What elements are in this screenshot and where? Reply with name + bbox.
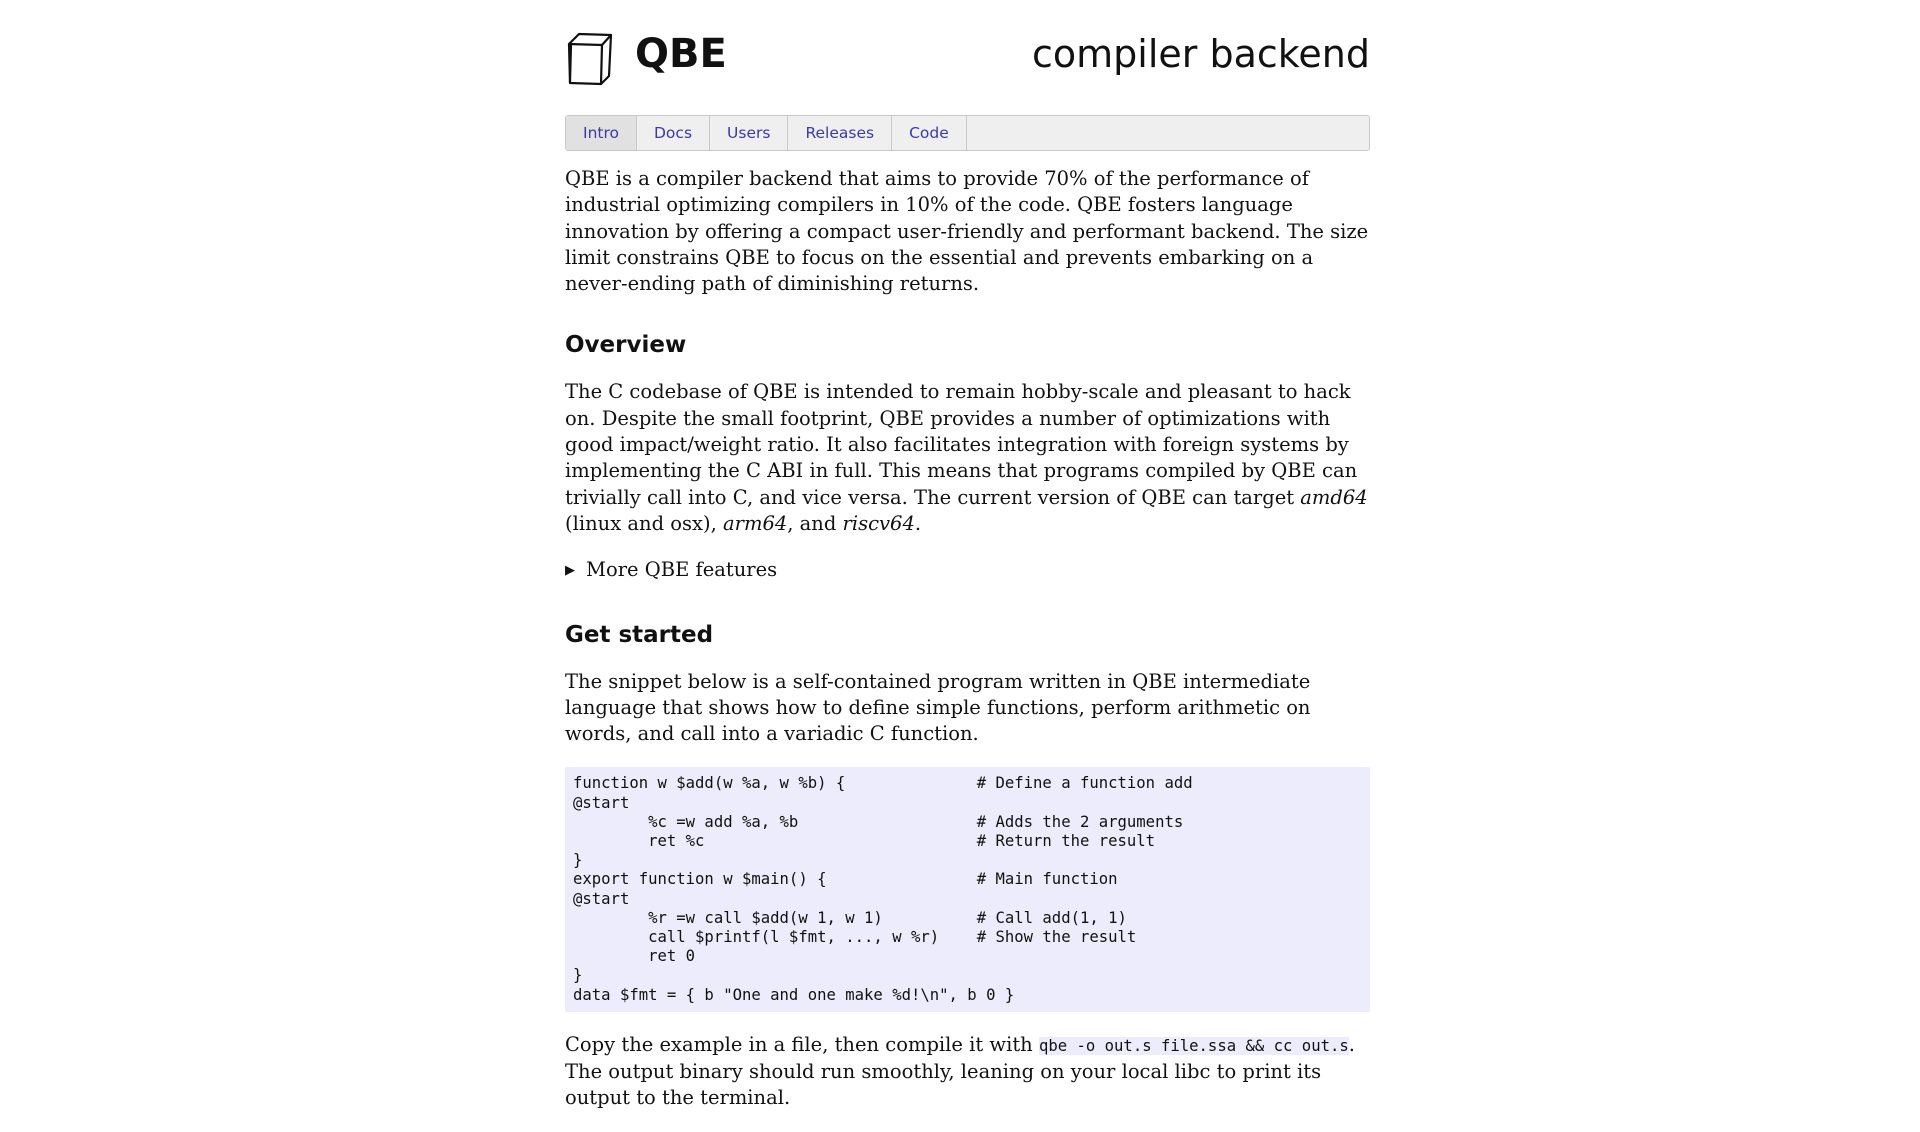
tab-intro[interactable]: Intro <box>566 116 637 150</box>
target-amd64: amd64 <box>1300 485 1368 509</box>
code-snippet: function w $add(w %a, w %b) { # Define a function add @start %c =w add %a, %b # Adds the 2 arguments ret %c # Return the result } export function w $main() { # Main function @start %r =w call $add(w 1, w 1) # Call add(1, 1) call $printf(l $fmt, ..., w %r) # Show the result ret 0 } data $fmt = { b "One and one make %d!\n", b 0 } <box>565 767 1370 1011</box>
overview-text-end: . <box>914 511 922 535</box>
intro-paragraph: QBE is a compiler backend that aims to provide 70% of the performance of industrial optimizing compilers in 10% of the code. QBE fosters language innovation by offering a compact user-friendly and performant backend. The size limit constrains QBE to focus on the essential and prevents embarking on a never-ending path of diminishing returns. <box>565 167 1369 296</box>
tab-code[interactable]: Code <box>892 116 967 150</box>
site-title: QBE <box>635 31 727 77</box>
cube-icon <box>565 30 617 86</box>
get-started-heading: Get started <box>565 621 714 648</box>
more-features-toggle[interactable]: ▶ More QBE features <box>565 557 1370 586</box>
overview-text-2: (linux and osx), <box>565 511 724 535</box>
tab-docs[interactable]: Docs <box>637 116 710 150</box>
overview-paragraph <box>565 379 1370 537</box>
nav-tabs <box>565 115 1370 151</box>
compile-text-end: . The output binary should run smoothly, leaning on your local libc to print its output to the terminal. <box>565 1032 1355 1110</box>
target-arm64: arm64 <box>723 511 788 535</box>
compile-command: qbe -o out.s file.ssa && cc out.s <box>1038 1036 1349 1055</box>
compile-paragraph <box>565 1032 1370 1112</box>
get-started-paragraph: The snippet below is a self-contained program written in QBE intermediate language that shows how to define simple functions, perform arithmetic on words, and call into a variadic C function. <box>565 669 1311 746</box>
main-content <box>565 166 1370 1132</box>
overview-text-3: , and <box>787 511 843 535</box>
target-riscv64: riscv64 <box>842 511 915 535</box>
compile-text: Copy the example in a file, then compile it with <box>565 1032 1039 1056</box>
tab-releases[interactable]: Releases <box>788 116 892 150</box>
tab-users[interactable]: Users <box>710 116 788 150</box>
page <box>565 0 1370 1110</box>
site-tagline: compiler backend <box>1031 32 1370 76</box>
overview-heading: Overview <box>565 332 687 359</box>
more-features-details[interactable] <box>565 557 1370 586</box>
overview-text: The C codebase of QBE is intended to remain hobby-scale and pleasant to hack on. Despite the small footprint, QBE provides a number of optimizations with good impact/weight ratio. It also facilitates integration with foreign systems by implementing the C ABI in full. This means that programs compiled by QBE can trivially call into C, and vice versa. The current version of QBE can target <box>565 380 1358 509</box>
site-header <box>565 0 1370 112</box>
